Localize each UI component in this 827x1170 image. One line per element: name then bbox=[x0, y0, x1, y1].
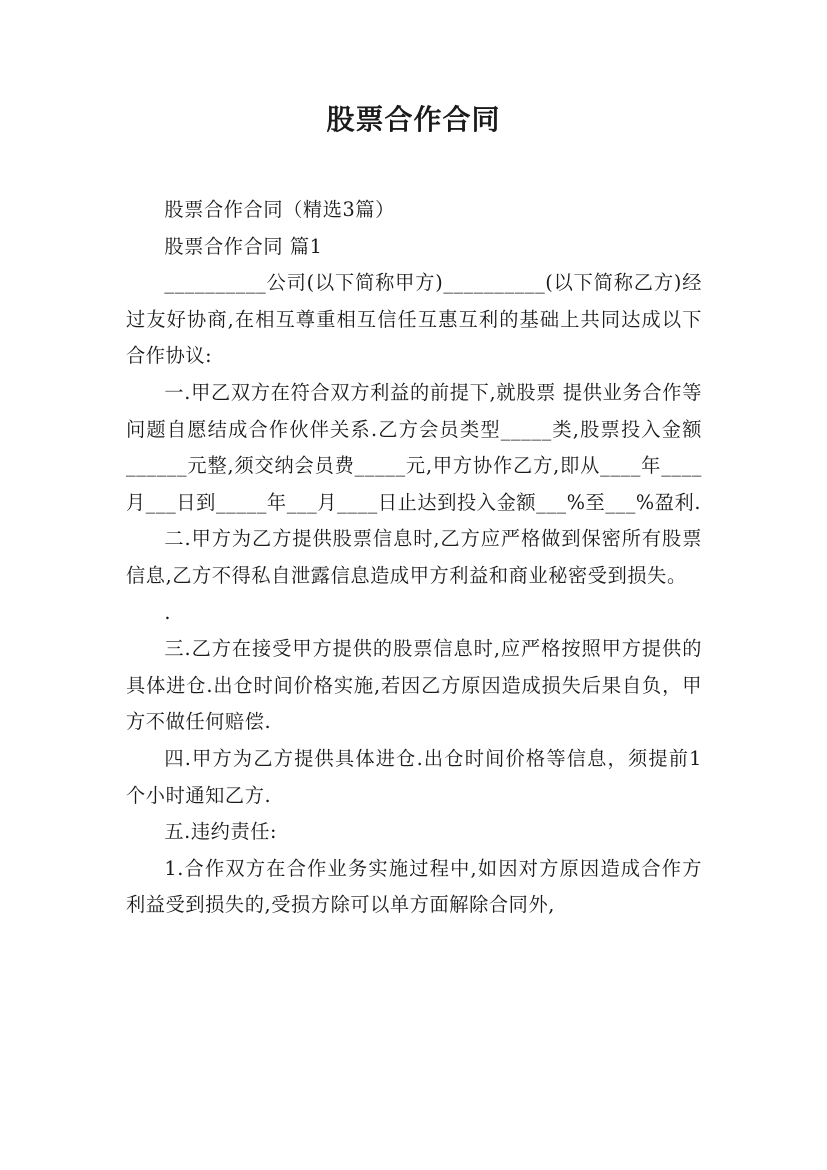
paragraph-parties: __________公司(以下简称甲方)__________(以下简称乙方)经过友好协商,在相互尊重相互信任互惠互利的基础上共同达成以下合作协议: bbox=[126, 271, 702, 368]
paragraph-clause-3: 三.乙方在接受甲方提供的股票信息时,应严格按照甲方提供的具体进仓.出仓时间价格实施,若因乙方原因造成损失后果自负，甲方不做任何赔偿. bbox=[126, 637, 702, 734]
paragraph-clause-2: 二.甲方为乙方提供股票信息时,乙方应严格做到保密所有股票信息,乙方不得私自泄露信息造成甲方利益和商业秘密受到损失。 bbox=[126, 527, 702, 587]
paragraph-dot: . bbox=[164, 600, 172, 624]
document-body bbox=[126, 192, 702, 924]
paragraph-clause-5-1: 1.合作双方在合作业务实施过程中,如因对方原因造成合作方利益受到损失的,受损方除可以单方面解除合同外, bbox=[126, 856, 702, 917]
paragraph-clause-4: 四.甲方为乙方提供具体进仓.出仓时间价格等信息，须提前1个小时通知乙方. bbox=[126, 746, 702, 807]
paragraph-clause-1: 一.甲乙双方在符合双方利益的前提下,就股票 提供业务合作等问题自愿结成合作伙伴关系.乙方会员类型_____类,股票投入金额______元整,须交纳会员费_____元,甲方协作乙方,即从____年____月___日到_____年___月____日止达到投入金额___%至___%盈利. bbox=[126, 380, 702, 514]
paragraph-clause-5-heading: 五.违约责任: bbox=[164, 820, 278, 844]
paragraph-subtitle: 股票合作合同（精选3篇） bbox=[164, 198, 395, 221]
paragraph-section-heading: 股票合作合同 篇1 bbox=[164, 234, 323, 258]
document-title: 股票合作合同 bbox=[326, 103, 501, 136]
